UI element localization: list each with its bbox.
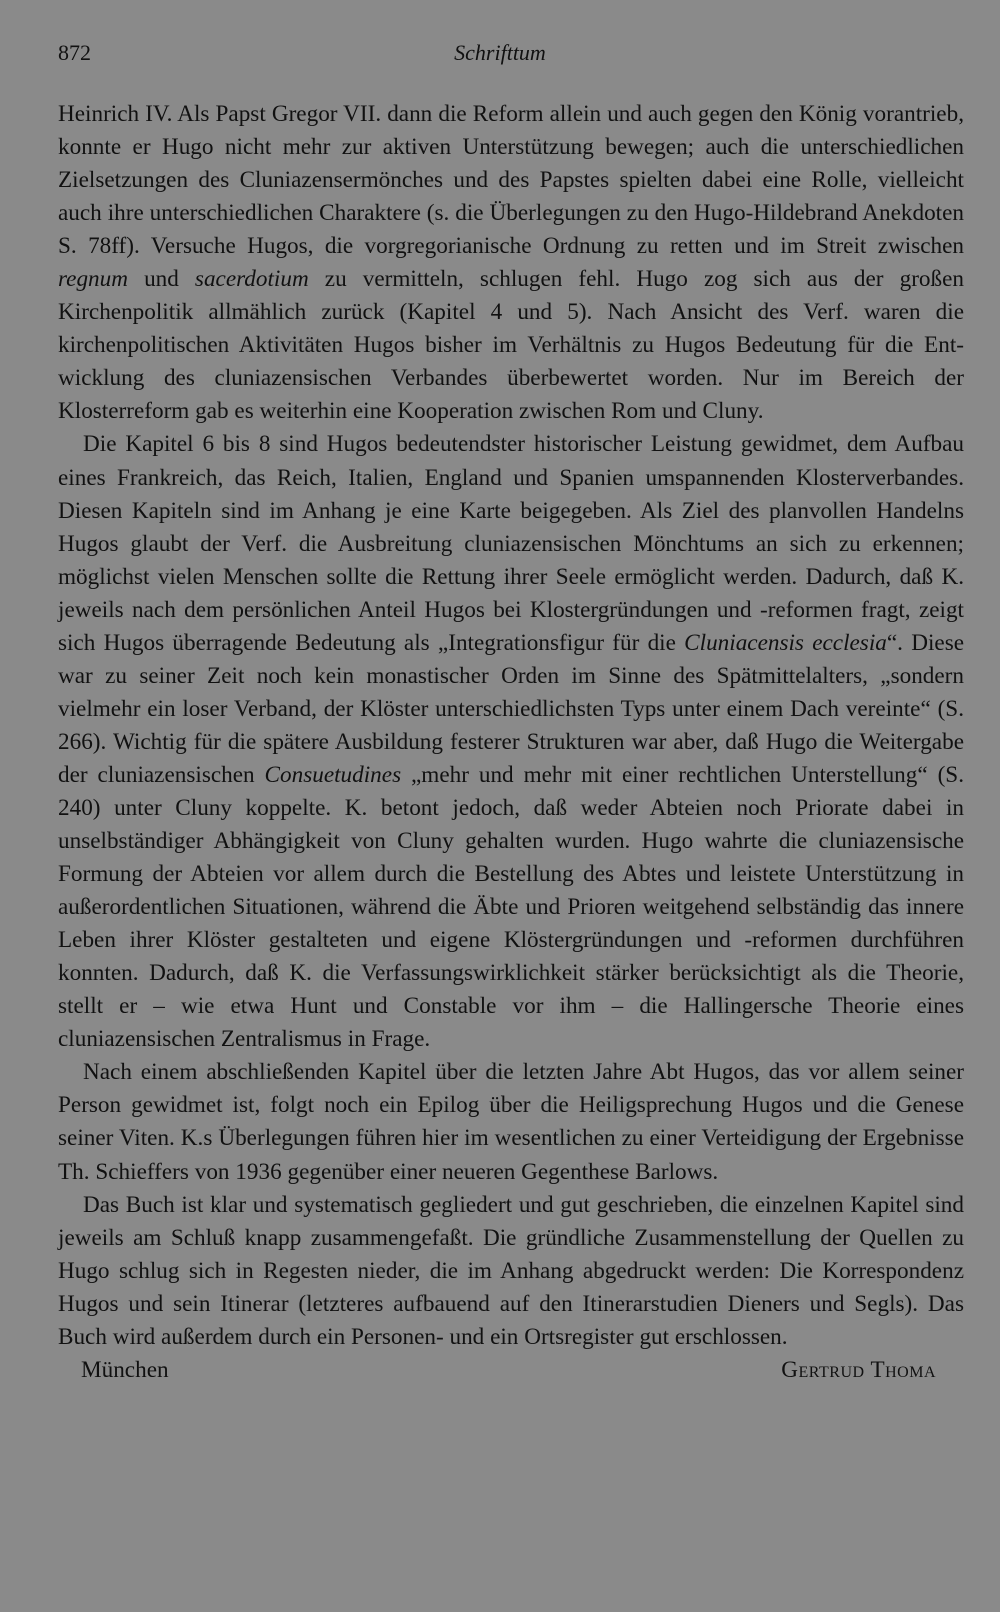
page-number: 872 xyxy=(58,40,91,65)
paragraph-1: Heinrich IV. Als Papst Gregor VII. dann die Reform allein und auch gegen den König vorantrieb, konnte er Hugo nicht mehr zur aktiven Unterstützung bewegen; auch die unterschiedlichen Zielsetzungen des Cluniazensermönches und des Papstes spielten dabei eine Rolle, vielleicht auch ihre unterschiedlichen Charaktere (s. die Überlegungen zu den Hugo-Hildebrand Anekdoten S. 78ff). Versuche Hugos, die vorgregorianische Ordnung zu retten und im Streit zwischen regnum und sacerdotium zu vermitteln, schlugen fehl. Hugo zog sich aus der großen Kirchenpolitik allmählich zurück (Kapitel 4 und 5). Nach Ansicht des Verf. waren die kirchenpolitischen Aktivitäten Hugos bisher im Verhältnis zu Hugos Bedeutung für die Entwicklung des cluniazensischen Verbandes überbewertet worden. Nur im Bereich der Klosterreform gab es weiterhin eine Kooperation zwischen Rom und Cluny. xyxy=(58,101,964,425)
running-head xyxy=(58,40,942,70)
running-title: Schrifttum xyxy=(454,40,546,65)
paragraph-2: Die Kapitel 6 bis 8 sind Hugos bedeutendster historischer Leistung gewidmet, dem Aufbau eines Frankreich, das Reich, Italien, England und Spanien umspannenden Klosterverbandes. Diesen Kapiteln sind im Anhang je eine Karte beigegeben. Als Ziel des planvollen Handelns Hugos glaubt der Verf. die Ausbreitung cluniazensischen Mönchtums an sich zu erkennen; möglichst vielen Menschen sollte die Rettung ihrer Seele ermöglicht werden. Dadurch, daß K. jeweils nach dem persönlichen Anteil Hugos bei Klostergründungen und -reformen fragt, zeigt sich Hugos überragende Bedeutung als „Integrationsfigur für die Cluniacensis ecclesia“. Diese war zu seiner Zeit noch kein monastischer Orden im Sinne des Spätmittelalters, „sondern vielmehr ein loser Verband, der Klöster unterschiedlichsten Typs unter einem Dach vereinte“ (S. 266). Wichtig für die spätere Ausbildung festerer Strukturen war aber, daß Hugo die Weitergabe der cluniazensischen Consuetudines „mehr und mehr mit einer rechtlichen Unterstellung“ (S. 240) unter Cluny koppelte. K. betont jedoch, daß weder Abteien noch Priorate dabei in unselbständiger Abhängigkeit von Cluny gehalten wurden. Hugo wahrte die cluniazensische Formung der Abteien vor allem durch die Bestellung des Abtes und leistete Unterstützung in außerordentlichen Situationen, während die Äbte und Prioren weitgehend selbständig das innere Leben ihrer Klöster gestalteten und eigene Klöstergründungen und -reformen durchführen konnten. Dadurch, daß K. die Verfassungswirklichkeit stärker berücksichtigt als die Theorie, stellt er – wie etwa Hunt und Constable vor ihm – die Hallingersche Theorie eines cluniazensischen Zentralismus in Frage. xyxy=(58,431,965,1053)
signature-author: Gertrud Thoma xyxy=(781,1356,936,1383)
review-signature xyxy=(58,1354,964,1387)
signature-place: München xyxy=(81,1356,169,1383)
body-text xyxy=(58,98,964,1387)
paragraph-4: Das Buch ist klar und systematisch gegliedert und gut geschrieben, die einzelnen Kapitel sind jeweils am Schluß knapp zusammengefaßt. Die gründliche Zusammenstellung der Quellen zu Hugo schlug sich in Regesten nieder, die im Anhang abgedruckt werden: Die Korrespondenz Hugos und sein Itinerar (letzteres aufbauend auf den Itinerarstudien Dieners und Segls). Das Buch wird außerdem durch ein Personen- und ein Ortsregister gut erschlossen. xyxy=(58,1191,964,1350)
paragraph-3: Nach einem abschließenden Kapitel über die letzten Jahre Abt Hugos, das vor allem seiner Person gewidmet ist, folgt noch ein Epilog über die Heiligsprechung Hugos und die Genese seiner Viten. K.s Überlegungen führen hier im wesentlichen zu einer Verteidigung der Ergebnisse Th. Schieffers von 1936 gegenüber einer neueren Gegenthese Barlows. xyxy=(58,1059,964,1185)
